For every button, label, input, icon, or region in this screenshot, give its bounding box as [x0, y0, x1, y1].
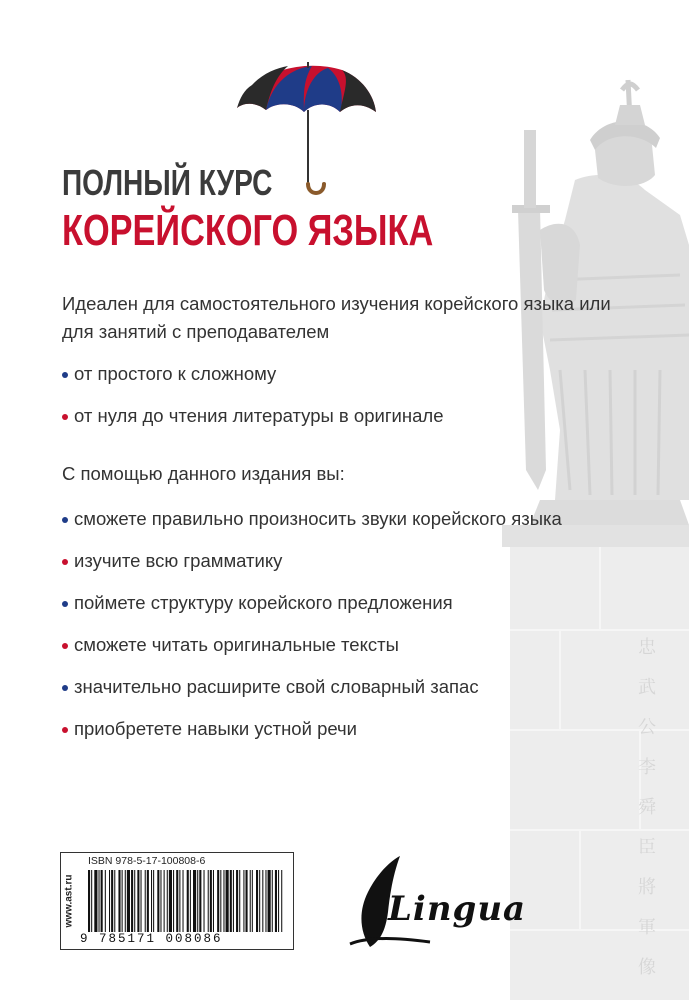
barcode-bar — [99, 870, 100, 932]
barcode-bar — [268, 870, 271, 932]
barcode-bar — [199, 870, 201, 932]
barcode-bar — [233, 870, 234, 932]
barcode-bar — [226, 870, 229, 932]
list-item: приобретете навыки устной речи — [62, 717, 562, 741]
barcode-bar — [275, 870, 277, 932]
features-list — [62, 362, 444, 446]
barcode-bar — [278, 870, 279, 932]
list-item: поймете структуру корейского предложения — [62, 591, 562, 615]
inscription-char: 公 — [638, 717, 656, 738]
barcode-bar — [114, 870, 115, 932]
barcode-bar — [164, 870, 165, 932]
inscription-char: 將 — [638, 877, 656, 898]
barcode-bar — [259, 870, 260, 932]
title-line-2: КОРЕЙСКОГО ЯЗЫКА — [62, 206, 434, 255]
barcode-bar — [134, 870, 135, 932]
barcode-bar — [105, 870, 106, 932]
barcode-bar — [101, 870, 103, 932]
inscription-char: 李 — [638, 757, 656, 778]
inscription-char: 像 — [638, 957, 656, 978]
barcode-bar — [157, 870, 159, 932]
barcode-bar — [169, 870, 172, 932]
barcode-bar — [262, 870, 263, 932]
barcode-bar — [252, 870, 253, 932]
inscription-char: 忠 — [638, 637, 656, 658]
barcode — [86, 870, 286, 932]
barcode-bar — [147, 870, 149, 932]
list-item: сможете правильно произносить звуки корейского языка — [62, 507, 562, 531]
barcode-bar — [193, 870, 196, 932]
barcode-bar — [265, 870, 266, 932]
website-label — [60, 852, 78, 950]
barcode-bar — [208, 870, 209, 932]
barcode-bar — [153, 870, 154, 932]
barcode-bar — [145, 870, 146, 932]
inscription-char: 舜 — [638, 797, 656, 818]
title-line-1: ПОЛНЫЙ КУРС — [62, 162, 273, 203]
barcode-bar — [176, 870, 178, 932]
barcode-bar — [122, 870, 123, 932]
barcode-bar — [250, 870, 251, 932]
barcode-bar — [94, 870, 97, 932]
inscription-char: 軍 — [638, 917, 656, 938]
barcode-bar — [125, 870, 126, 932]
list-item: от нуля до чтения литературы в оригинале — [62, 404, 444, 428]
barcode-bar — [179, 870, 180, 932]
barcode-bar — [111, 870, 113, 932]
barcode-bar — [256, 870, 258, 932]
barcode-bar — [246, 870, 248, 932]
barcode-bar — [91, 870, 92, 932]
barcode-bar — [173, 870, 174, 932]
barcode-bar — [230, 870, 232, 932]
benefits-list — [62, 507, 562, 759]
list-item: изучите всю грамматику — [62, 549, 562, 573]
barcode-bar — [272, 870, 273, 932]
list-item: значительно расширите свой словарный запас — [62, 675, 562, 699]
intro-text: Идеален для самостоятельного изучения корейского языка или для занятий с преподавателем — [62, 293, 611, 342]
barcode-bar — [137, 870, 139, 932]
benefits-heading: С помощью данного издания вы: — [62, 463, 345, 484]
isbn-text: ISBN 978-5-17-100808-6 — [88, 855, 206, 867]
list-item: от простого к сложному — [62, 362, 444, 386]
barcode-bar — [127, 870, 130, 932]
barcode-bar — [213, 870, 214, 932]
barcode-bar — [243, 870, 244, 932]
barcode-bar — [217, 870, 219, 932]
barcode-bar — [183, 870, 184, 932]
publisher-logo: Lingua — [388, 889, 527, 929]
barcode-bar — [220, 870, 221, 932]
barcode-bar — [160, 870, 161, 932]
list-item: сможете читать оригинальные тексты — [62, 633, 562, 657]
barcode-bar — [187, 870, 189, 932]
barcode-bar — [210, 870, 212, 932]
inscription-char: 臣 — [638, 837, 656, 858]
barcode-bar — [281, 870, 282, 932]
ean-digits: 9 785171 008086 — [80, 932, 223, 946]
statue-inscription — [634, 628, 660, 988]
barcode-bar — [223, 870, 224, 932]
barcode-bar — [239, 870, 240, 932]
barcode-bar — [118, 870, 120, 932]
barcode-bar — [141, 870, 142, 932]
barcode-bar — [131, 870, 133, 932]
barcode-bar — [197, 870, 198, 932]
barcode-bar — [236, 870, 238, 932]
barcode-bar — [167, 870, 168, 932]
barcode-bar — [109, 870, 110, 932]
barcode-bar — [204, 870, 205, 932]
barcode-bar — [88, 870, 90, 932]
website-text: www.ast.ru — [63, 874, 75, 928]
inscription-char: 武 — [638, 677, 656, 698]
barcode-bar — [190, 870, 191, 932]
barcode-bar — [151, 870, 152, 932]
